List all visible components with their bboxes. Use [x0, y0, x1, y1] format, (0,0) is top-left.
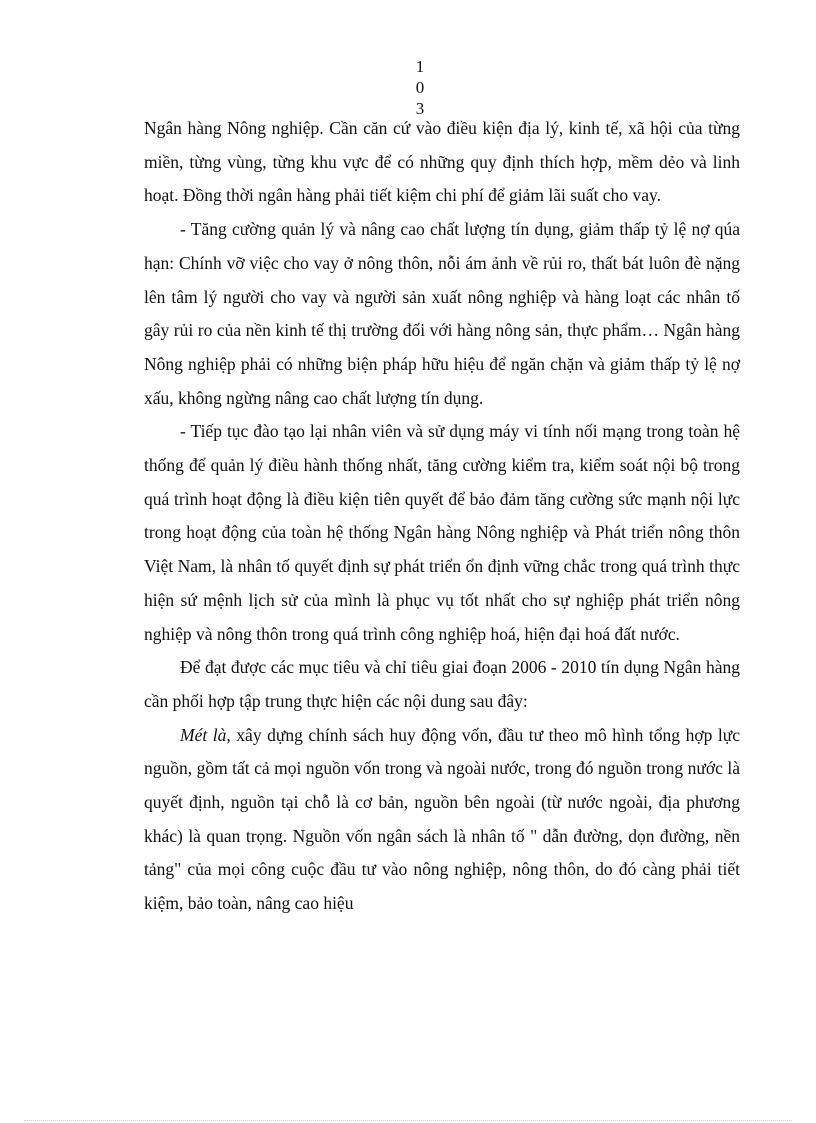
- page-number-digit: 0: [415, 78, 425, 97]
- page-number: [400, 56, 440, 119]
- paragraph-goals: [144, 651, 740, 718]
- paragraph-credit-quality: [144, 213, 740, 415]
- page-number-digit: 3: [415, 99, 425, 118]
- paragraph-continuation: [144, 112, 740, 213]
- paragraph-text: - Tiếp tục đào tạo lại nhân viên và sử dụng máy vi tính nối mạng trong toàn hệ thống để quản lý điều hành thống nhất, tăng cường kiểm tra, kiểm soát nội bộ trong quá trình hoạt động là điều kiện tiên quyết để bảo đảm tăng cường sức mạnh nội lực trong hoạt động của toàn hệ thống Ngân hàng Nông nghiệp và Phát triển nông thôn Việt Nam, là nhân tố quyết định sự phát triển ổn định vững chắc trong quá trình thực hiện sứ mệnh lịch sử của mình là phục vụ tốt nhất cho sự nghiệp phát triển nông nghiệp và nông thôn trong quá trình công nghiệp hoá, hiện đại hoá đất nước.: [144, 421, 740, 644]
- paragraph-text: - Tăng cường quản lý và nâng cao chất lượng tín dụng, giảm thấp tỷ lệ nợ qúa hạn: Chính vỡ việc cho vay ở nông thôn, nỗi ám ảnh về rủi ro, thất bát luôn đè nặng lên tâm lý người cho vay và người sản xuất nông nghiệp và hàng loạt các nhân tố gây rủi ro của nền kinh tế thị trường đối với hàng nông sản, thực phẩm… Ngân hàng Nông nghiệp phải có những biện pháp hữu hiệu để ngăn chặn và giảm thấp tỷ lệ nợ xấu, không ngừng nâng cao chất lượng tín dụng.: [144, 219, 740, 408]
- paragraph-lead: Mét là,: [180, 724, 231, 745]
- paragraph-staff-training: [144, 415, 740, 651]
- page-number-digit: 1: [415, 57, 425, 76]
- paragraph-first-point: [144, 719, 740, 921]
- page-bottom-divider: [24, 1120, 792, 1121]
- document-body: [144, 112, 740, 921]
- paragraph-text: xây dựng chính sách huy động vốn, đầu tư theo mô hình tổng hợp lực nguồn, gồm tất cả mọi nguồn vốn trong và ngoài nước, trong đó nguồn trong nước là quyết định, nguồn tại chỗ là cơ bản, nguồn bên ngoài (từ nước ngoài, địa phương khác) là quan trọng. Nguồn vốn ngân sách là nhân tố " dẫn đường, dọn đường, nền tảng" của mọi công cuộc đầu tư vào nông nghiệp, nông thôn, do đó càng phải tiết kiệm, bảo toàn, nâng cao hiệu: [144, 724, 740, 914]
- paragraph-text: Ngân hàng Nông nghiệp. Cần căn cứ vào điều kiện địa lý, kinh tế, xã hội của từng miền, từng vùng, từng khu vực để có những quy định thích hợp, mềm dẻo và linh hoạt. Đồng thời ngân hàng phải tiết kiệm chi phí để giảm lãi suất cho vay.: [144, 118, 740, 206]
- paragraph-text: Để đạt được các mục tiêu và chỉ tiêu giai đoạn 2006 - 2010 tín dụng Ngân hàng cần phối hợp tập trung thực hiện các nội dung sau đây:: [144, 657, 740, 711]
